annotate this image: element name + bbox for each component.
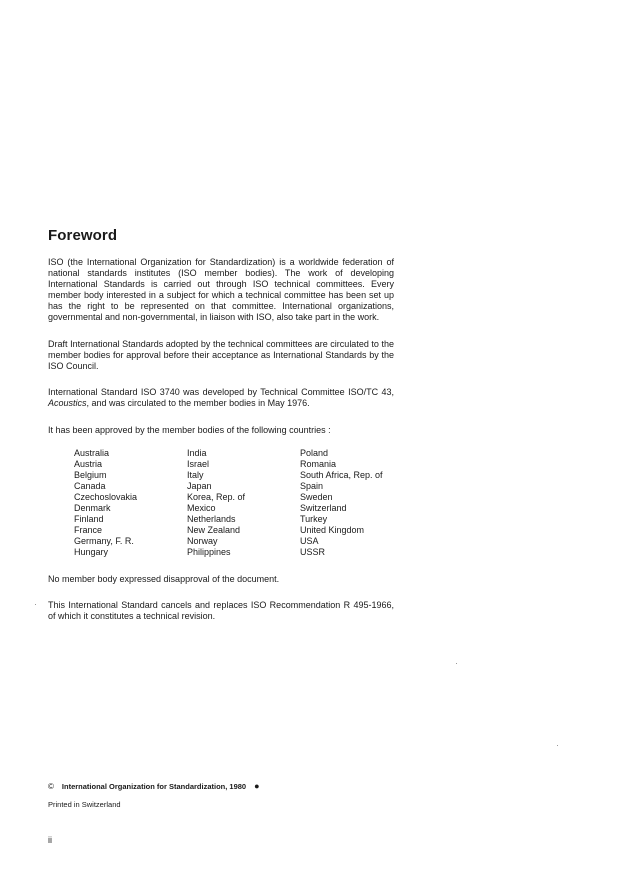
paragraph-draft-standards: Draft International Standards adopted by the technical committees are circulated to the member bodies for approval before their acceptance as International Standards by the ISO Council. (48, 339, 394, 371)
development-text-suffix: , and was circulated to the member bodies in May 1976. (86, 398, 310, 408)
copyright-notice (48, 781, 260, 791)
country-item: Denmark (74, 503, 111, 513)
country-item: Czechoslovakia (74, 492, 138, 502)
country-column-2 (187, 448, 300, 558)
page-number: ii (48, 835, 52, 845)
country-item: USA (300, 536, 319, 546)
country-item: Korea, Rep. of (187, 492, 246, 502)
paragraph-development (48, 387, 394, 409)
country-item: Hungary (74, 547, 109, 557)
country-item: Germany, F. R. (74, 536, 134, 546)
country-item: Canada (74, 481, 106, 491)
country-item: Norway (187, 536, 218, 546)
country-item: Italy (187, 470, 204, 480)
country-item: Turkey (300, 514, 328, 524)
country-item: Philippines (187, 547, 231, 557)
scan-speck (35, 604, 36, 605)
country-item: Sweden (300, 492, 333, 502)
development-text-prefix: International Standard ISO 3740 was developed by Technical Committee ISO/TC 43, (48, 387, 394, 397)
country-item: Romania (300, 459, 337, 469)
copyright-text: International Organization for Standardization, 1980 (61, 782, 247, 791)
page-title: Foreword (48, 227, 118, 244)
paragraph-approval-intro: It has been approved by the member bodies of the following countries : (48, 425, 331, 435)
country-item: New Zealand (187, 525, 241, 535)
committee-name: Acoustics (48, 398, 87, 408)
country-column-3 (300, 448, 414, 558)
paragraph-replacement-note: This International Standard cancels and replaces ISO Recommendation R 495-1966, of which it constitutes a technical revision. (48, 600, 394, 621)
country-item: Belgium (74, 470, 107, 480)
paragraph-iso-description: ISO (the International Organization for Standardization) is a worldwide federation of national standards institutes (ISO member bodies). The work of developing International Standards is carried out through ISO technical committees. Every member body interested in a subject for which a technical committee has been set up has the right to be represented on that committee. International organizations, governmental and non-governmental, in liaison with ISO, also take part in the work. (48, 257, 394, 322)
country-item: Japan (187, 481, 212, 491)
country-item: Australia (74, 448, 110, 458)
country-item: Netherlands (187, 514, 236, 524)
country-item: India (187, 448, 207, 458)
country-list (74, 448, 414, 558)
country-item: France (74, 525, 103, 535)
country-item: Spain (300, 481, 324, 491)
country-item: Austria (74, 459, 103, 469)
paragraph-no-disapproval: No member body expressed disapproval of the document. (48, 574, 280, 584)
country-item: Mexico (187, 503, 216, 513)
copyright-icon: © (48, 782, 54, 791)
scan-speck (456, 663, 457, 664)
country-item: USSR (300, 547, 326, 557)
country-column-1 (74, 448, 187, 558)
country-item: United Kingdom (300, 525, 365, 535)
scan-speck (557, 745, 558, 746)
printed-in: Printed in Switzerland (48, 800, 121, 809)
country-item: South Africa, Rep. of (300, 470, 383, 480)
country-item: Israel (187, 459, 210, 469)
bullet-icon: ● (254, 781, 260, 791)
country-item: Finland (74, 514, 104, 524)
country-item: Poland (300, 448, 329, 458)
country-item: Switzerland (300, 503, 347, 513)
